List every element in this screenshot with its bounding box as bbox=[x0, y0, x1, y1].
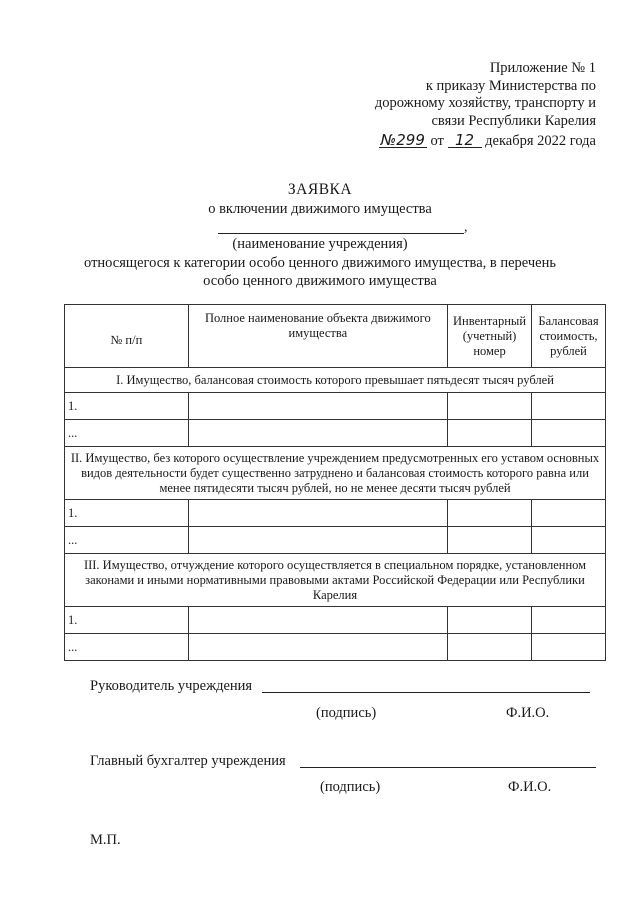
row-number: 1. bbox=[65, 607, 189, 634]
section-2-row bbox=[65, 447, 606, 500]
section-1-row bbox=[65, 368, 606, 393]
table-row bbox=[65, 607, 606, 634]
header-number: № п/п bbox=[65, 305, 189, 368]
section-2-title: II. Имущество, без которого осуществление учреждением предусмотренных его уставом основных видов деятельности будет существенно затруднено и балансовая стоимость которого равна или менее пятидесяти тысяч рублей, но не менее десяти тысяч рублей bbox=[65, 447, 606, 500]
header-balance: Балансовая стоимость, рублей bbox=[532, 305, 606, 368]
row-number: 1. bbox=[65, 393, 189, 420]
accountant-signature-line bbox=[300, 753, 596, 768]
property-table bbox=[64, 304, 606, 661]
annex-number: Приложение № 1 bbox=[489, 60, 596, 76]
doc-subtitle: о включении движимого имущества bbox=[208, 201, 432, 217]
institution-comma: , bbox=[464, 220, 468, 235]
head-signature-label: Руководитель учреждения bbox=[90, 678, 253, 694]
annex-order-ref: к приказу Министерства по bbox=[425, 77, 596, 94]
section-1-title: I. Имущество, балансовая стоимость которого превышает пятьдесят тысяч рублей bbox=[65, 368, 606, 393]
row-number: ... bbox=[65, 420, 189, 447]
annex-order-date bbox=[375, 133, 596, 151]
section-3-row bbox=[65, 554, 606, 607]
order-date-rest: декабря 2022 года bbox=[485, 133, 596, 149]
doc-heading: ЗАЯВКА bbox=[287, 181, 353, 198]
row-number: ... bbox=[65, 527, 189, 554]
head-sign-hint: (подпись) bbox=[316, 705, 377, 721]
table-row bbox=[65, 500, 606, 527]
doc-description-line2: особо ценного движимого имущества bbox=[203, 273, 437, 289]
annex-ministry: дорожному хозяйству, транспорту и bbox=[374, 95, 596, 111]
head-name-hint: Ф.И.О. bbox=[506, 705, 550, 721]
section-3-title: III. Имущество, отчуждение которого осуществляется в специальном порядке, установленном законами и иными нормативными правовыми актами Российской Федерации или Республики Карелия bbox=[65, 554, 606, 607]
annex-block bbox=[375, 60, 596, 151]
row-number: ... bbox=[65, 634, 189, 661]
head-signature-line bbox=[262, 678, 590, 693]
header-inventory: Инвентарный (учетный) номер bbox=[448, 305, 532, 368]
table-row bbox=[65, 634, 606, 661]
order-number-handwritten: №299 bbox=[380, 131, 425, 149]
doc-description-line1: относящегося к категории особо ценного движимого имущества, в перечень bbox=[84, 255, 556, 271]
table-header-row bbox=[65, 305, 606, 368]
row-number: 1. bbox=[65, 500, 189, 527]
header-name: Полное наименование объекта движимого имущества bbox=[188, 305, 447, 368]
order-day-handwritten: 12 bbox=[448, 133, 482, 148]
order-from: от bbox=[430, 133, 444, 149]
annex-republic: связи Республики Карелия bbox=[431, 112, 596, 129]
accountant-name-hint: Ф.И.О. bbox=[508, 779, 552, 795]
institution-blank-line bbox=[218, 219, 464, 234]
table-row bbox=[65, 420, 606, 447]
institution-hint: (наименование учреждения) bbox=[232, 236, 408, 252]
accountant-sign-hint: (подпись) bbox=[320, 779, 381, 795]
table-row bbox=[65, 393, 606, 420]
stamp-place: М.П. bbox=[90, 832, 121, 848]
accountant-signature-label: Главный бухгалтер учреждения bbox=[90, 753, 286, 769]
table-row bbox=[65, 527, 606, 554]
